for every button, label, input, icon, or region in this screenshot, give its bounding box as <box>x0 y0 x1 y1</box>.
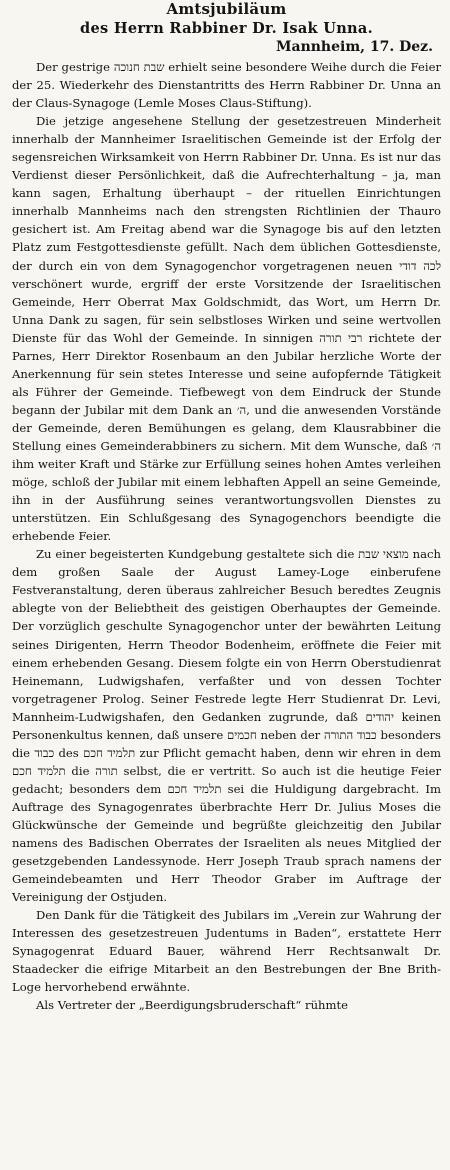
bottom-edge <box>0 1162 450 1164</box>
article-body <box>12 58 441 1014</box>
article-subheadline: des Herrn Rabbiner Dr. Isak Unna. <box>80 20 373 37</box>
paragraph-1: Der gestrige שבת חנוכה erhielt seine besondere Weihe durch die Feier der 25. Wiederkehr des Dienstantritts des Herrn Rabbiner Dr. Unna an der Claus-Synagoge (Lemle Moses Claus-Stiftung). <box>12 60 441 111</box>
paragraph-2: Die jetzige angesehene Stellung der gesetzestreuen Minderheit innerhalb der Mannheimer Israelitischen Gemeinde ist der Erfolg der segensreichen Wirksamkeit von Herrn Rabbiner Dr. Unna. Es ist nur das Verdienst dieser Persönlichkeit, daß die Aufrechterhaltung – ja, man kann sagen, Erhaltung überhaupt – der rituellen Einrichtungen innerhalb Mannheims nach den strengsten Richtlinien der Thauro gesichert ist. Am Freitag abend war die Synagoge bis auf den letzten Platz zum Festgottesdienste gefüllt. Nach dem üblichen Gottesdienste, der durch ein von dem Synagogenchor vorgetragenen neuen לכה דודי verschönert wurde, ergriff der erste Vorsitzende der Israelitischen Gemeinde, Herr Oberrat Max Goldschmidt, das Wort, um Herrn Dr. Unna Dank zu sagen, für sein selbstloses Wirken und seine wertvollen Dienste für das Wohl der Gemeinde. In sinnigen רבי תורה richtete der Parnes, Herr Direktor Rosenbaum an den Jubilar herzliche Worte der Anerkennung für sein stetes Interesse und seine aufopfernde Tätigkeit als Führer der Gemeinde. Tiefbewegt von dem Eindruck der Stunde begann der Jubilar mit dem Dank an ה׳, und die anwesenden Vorstände der Gemeinde, deren Bemühungen es gelang, dem Klausrabbiner die Stellung eines Gemeinderabbiners zu sichern. Mit dem Wunsche, daß ה׳ ihm weiter Kraft und Stärke zur Erfüllung seines hohen Amtes verleihen möge, schloß der Jubilar mit einem lebhaften Appell an seine Gemeinde, ihn in der Ausführung seines verantwortungsvollen Dienstes zu unterstützen. Ein Schlußgesang des Synagogenchors beendigte die erhebende Feier. <box>12 114 441 544</box>
paragraph-3: Zu einer begeisterten Kundgebung gestaltete sich die מוצאי שבת nach dem großen Saale der August Lamey-Loge einberufene Festveranstaltung, deren überaus zahlreicher Besuch beredtes Zeugnis ablegte von der Beliebtheit des geistigen Oberhauptes der Gemeinde. Der vorzüglich geschulte Synagogenchor unter der bewährten Leitung seines Dirigenten, Herrn Theodor Bodenheim, eröffnete die Feier mit einem erhebenden Gesang. Diesem folgte ein von Herrn Oberstudienrat Heinemann, Ludwigshafen, verfaßter und von dessen Tochter vorgetragener Prolog. Seiner Festrede legte Herr Studienrat Dr. Levi, Mannheim-Ludwigshafen, den Gedanken zugrunde, daß יהודים keinen Personenkultus kennen, daß unsere חכמים neben der כבוד התורה besonders die כבוד des תלמיד חכם zur Pflicht gemacht haben, denn wir ehren in dem תלמיד חכם die תורה selbst, die er vertritt. So auch ist die heutige Feier gedacht; besonders dem תלמיד חכם sei die Huldigung dargebracht. Im Auftrage des Synagogenrates überbrachte Herr Dr. Julius Moses die Glückwünsche der Gemeinde und begrüßte gleichzeitig den Jubilar namens des Badischen Oberrates der Israeliten als neues Mitglied der gesetzgebenden Landessynode. Herr Joseph Traub sprach namens der Gemeindebeamten und Herr Theodor Graber im Auftrage der Vereinigung der Ostjuden. <box>12 547 442 905</box>
dateline: Mannheim, 17. Dez. <box>276 39 433 55</box>
article-headline: Amtsjubiläum <box>166 0 287 18</box>
paragraph-4: Den Dank für die Tätigkeit des Jubilars im „Verein zur Wahrung der Interessen des gesetzestreuen Judentums in Baden“, erstattete Herr Synagogenrat Eduard Bauer, während Herr Rechtsanwalt Dr. Staadecker die eifrige Mitarbeit an den Bestrebungen der Bne Brith-Loge hervorhebend erwähnte. <box>12 908 441 995</box>
paragraph-5: Als Vertreter der „Beerdigungsbruderschaft“ rühmte <box>36 998 349 1013</box>
